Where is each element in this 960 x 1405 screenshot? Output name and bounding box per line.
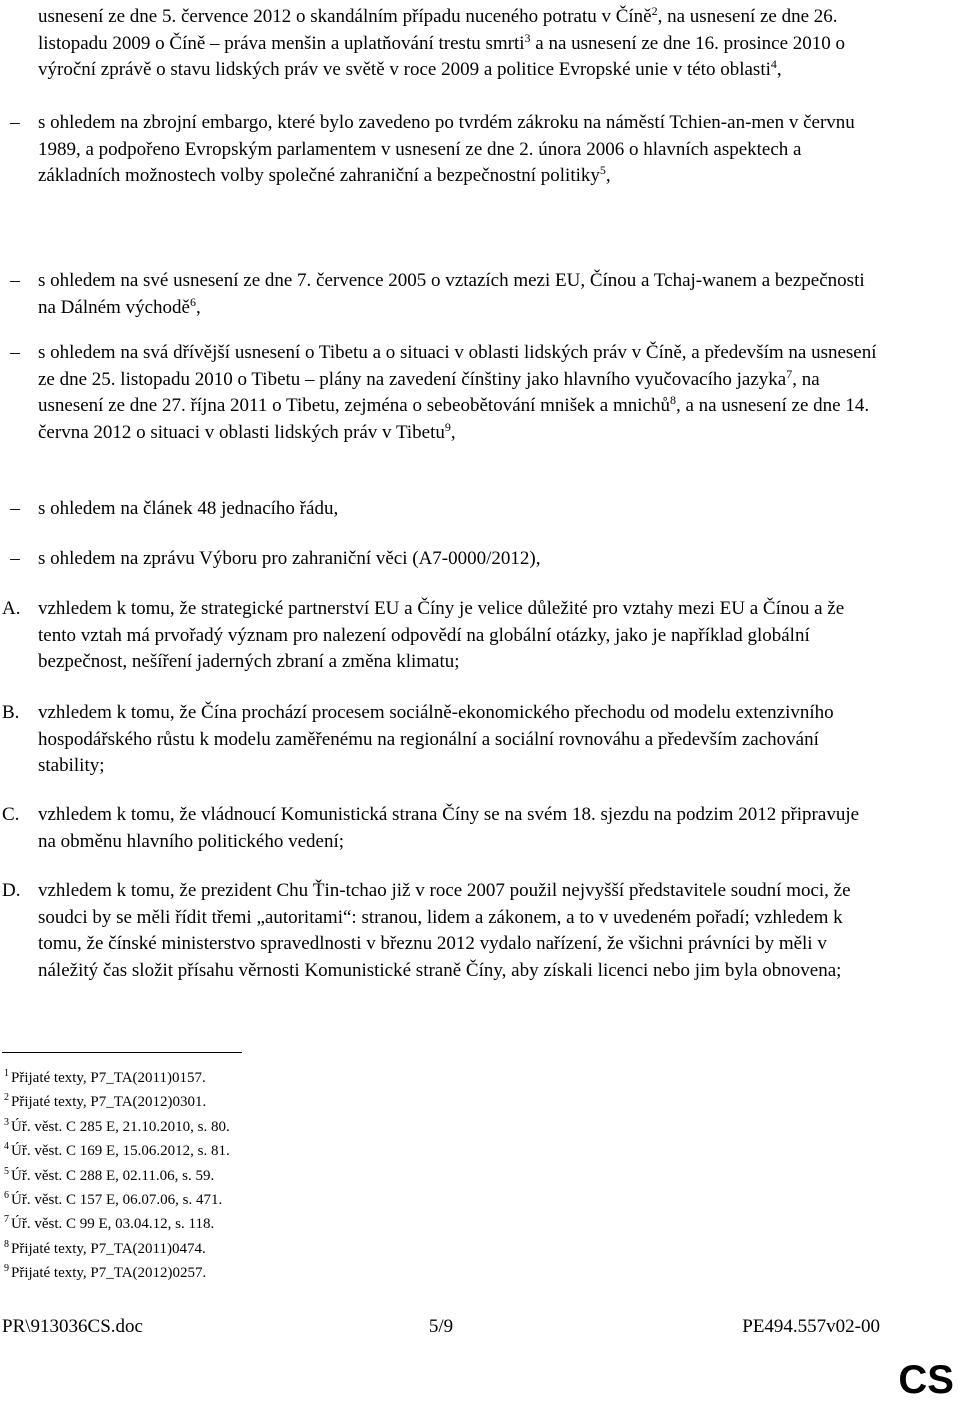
dash-bullet: –	[10, 498, 20, 519]
footnote-ref[interactable]: 2	[651, 4, 658, 18]
footer-document-name: PR\913036CS.doc	[2, 1316, 143, 1337]
intro-text: a na usnesení ze dne 16. prosince 2010 o výroční zprávě o stavu lidských práv ve světě v roce 2009 a politice Evropské unie v této oblasti	[38, 32, 846, 80]
footnote: $^3$ Úř. věst. C 285 E, 21.10.2010, s. 80.	[4, 1116, 230, 1135]
footnotes-list	[4, 1066, 230, 1286]
recital-text: vzhledem k tomu, že vládnoucí Komunistická strana Číny se na svém 18. sjezdu na podzim 2012 připravuje na obměnu hlavního politického vedení;	[38, 804, 860, 852]
recital-letter: B.	[2, 702, 20, 723]
citation-item-taiwan	[0, 268, 878, 321]
citation-text: s ohledem na zbrojní embargo, které bylo zavedeno po tvrdém zákroku na náměstí Tchien-an-men v červnu 1989, a podpořeno Evropským parlamentem v usnesení ze dne 2. února 2006 o hlavních aspektech a základních možnostech volby společné zahraniční a bezpečnostní politiky$^5$,	[38, 112, 855, 186]
footnote: $^7$ Úř. věst. C 99 E, 03.04.12, s. 118.	[4, 1214, 215, 1233]
footer-reference: PE494.557v02-00	[742, 1316, 880, 1337]
footnote-separator	[2, 1052, 242, 1053]
citation-text: s ohledem na článek 48 jednacího řádu,	[38, 498, 339, 519]
recital-c	[0, 802, 878, 855]
recital-letter: A.	[2, 598, 21, 619]
recital-a	[0, 596, 878, 676]
citation-item-arms-embargo	[0, 110, 878, 190]
footnote-ref[interactable]: 4	[770, 57, 777, 71]
citation-item-rules	[0, 496, 878, 523]
citation-text: s ohledem na svá dřívější usnesení o Tibetu a o situaci v oblasti lidských práv v Číně, a především na usnesení ze dne 25. listopadu 2010 o Tibetu – plány na zavedení čínštiny jako hlavního vyučovacího jazyka$^7$, na usnesení ze dne 27. října 2011 o Tibetu, zejména o sebeobětování mnišek a mnichů$^8$, a na usnesení ze dne 14. června 2012 o situaci v oblasti lidských práv v Tibetu$^9$,	[38, 342, 877, 443]
footnote-ref[interactable]: 6	[189, 294, 196, 309]
language-code: CS	[898, 1358, 954, 1402]
footer-page-number: 5/9	[428, 1316, 454, 1337]
dash-bullet: –	[10, 548, 20, 569]
recital-text: vzhledem k tomu, že prezident Chu Ťin-tchao již v roce 2007 použil nejvyšší představitele soudní moci, že soudci by se měli řídit třemi „autoritami“: stranou, lidem a zákonem, a to v uvedeném pořadí; vzhledem k tomu, že čínské ministerstvo spravedlnosti v březnu 2012 vydalo nařízení, že všichni právníci by měli v náležitý čas složit přísahu věrnosti Komunistické straně Číny, aby získali licenci nebo jim byla obnovena;	[38, 880, 851, 981]
recital-letter: D.	[2, 880, 21, 901]
recital-text: vzhledem k tomu, že strategické partnerství EU a Číny je velice důležité pro vztahy mezi EU a Čínou a že tento vztah má prvořadý význam pro nalezení odpovědí na globální otázky, jako je například globální bezpečnost, nešíření jaderných zbraní a změna klimatu;	[38, 598, 845, 672]
citation-item-report	[0, 546, 878, 573]
intro-text: usnesení ze dne 5. července 2012 o skandálním případu nuceného potratu v Číně	[38, 6, 652, 27]
recital-b	[0, 700, 878, 780]
dash-bullet: –	[10, 270, 20, 291]
dash-bullet: –	[10, 112, 20, 133]
recital-letter: C.	[2, 804, 20, 825]
footnote: $^4$ Úř. věst. C 169 E, 15.06.2012, s. 81.	[4, 1141, 230, 1160]
recital-d	[0, 878, 878, 984]
footnote: $^8$ Přijaté texty, P7_TA(2011)0474.	[4, 1238, 206, 1257]
citation-text: s ohledem na své usnesení ze dne 7. července 2005 o vztazích mezi EU, Čínou a Tchaj-wanem a bezpečnosti na Dálném východě$^6$,	[38, 270, 865, 318]
footnote: $^1$ Přijaté texty, P7_TA(2011)0157.	[4, 1068, 206, 1086]
citation-text: s ohledem na zprávu Výboru pro zahraniční věci (A7-0000/2012),	[38, 548, 541, 569]
page-footer	[2, 1316, 880, 1342]
footnote-ref[interactable]: 3	[524, 30, 531, 45]
footnote: $^6$ Úř. věst. C 157 E, 06.07.06, s. 471.	[4, 1190, 223, 1209]
footnote: $^5$ Úř. věst. C 288 E, 02.11.06, s. 59.	[4, 1165, 215, 1184]
footnote: $^9$ Přijaté texty, P7_TA(2012)0257.	[4, 1263, 207, 1282]
citation-item-tibet	[0, 340, 878, 446]
footnote: $^2$ Přijaté texty, P7_TA(2012)0301.	[4, 1092, 207, 1111]
recital-text: vzhledem k tomu, že Čína prochází procesem sociálně-ekonomického přechodu od modelu extenzivního hospodářského růstu k modelu zaměřenému na regionální a sociální rovnováhu a především zachování stability;	[38, 702, 834, 776]
dash-bullet: –	[10, 342, 20, 363]
intro-text: ,	[776, 59, 782, 80]
footnote-ref[interactable]: 7	[786, 366, 793, 381]
footnote-ref[interactable]: 9	[444, 419, 451, 434]
intro-paragraph	[38, 4, 878, 84]
footnote-ref[interactable]: 5	[599, 163, 606, 177]
footnote-ref[interactable]: 8	[669, 393, 676, 407]
intro-text: , na usnesení ze dne 26. listopadu 2009 o Číně – práva menšin a uplatňování trestu smrti	[38, 6, 838, 54]
